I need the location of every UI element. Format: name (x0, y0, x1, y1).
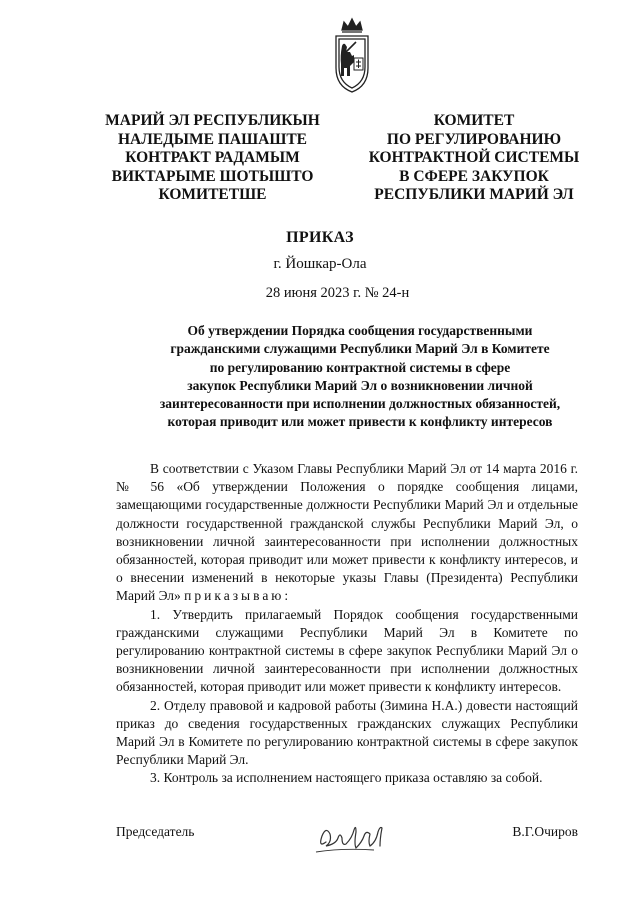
signatory-name: В.Г.Очиров (512, 824, 578, 839)
document-date-number: 28 июня 2023 г. № 24-н (265, 285, 410, 301)
ministry-name-mari (90, 112, 335, 205)
order-word: приказываю: (184, 588, 292, 604)
signature-block (116, 818, 578, 858)
subject-line: заинтересованности при исполнении должностных обязанностей, (159, 396, 561, 412)
handwritten-signature (312, 818, 402, 856)
preamble-paragraph (116, 460, 578, 606)
order-item: 1. Утвердить прилагаемый Порядок сообщения государственными гражданскими служащими Республики Марий Эл в Комитете по регулированию контрактной системы в сфере закупок Республики Марий Эл о возникновении личной заинтересованности при исполнении должностных обязанностей, которая приводит или может привести к конфликту интересов. (116, 606, 578, 695)
header-right-line: РЕСПУБЛИКИ МАРИЙ ЭЛ (374, 186, 574, 204)
header-right-line: КОНТРАКТНОЙ СИСТЕМЫ (368, 149, 580, 167)
header-left-line: КОМИТЕТШЕ (158, 186, 267, 204)
preamble-text: В соответствии с Указом Главы Республики Марий Эл от 14 марта 2016 г. № 56 «Об утверждении Положения о порядке сообщения лицами, замещающими государственные должности Республики Марий Эл и отдельные должности государственной гражданской службы Республики Марий Эл, о возникновении личной заинтересованности при исполнении должностных обязанностей, которая приводит или может привести к конфликту интересов, и о внесении изменений в некоторые указы Главы (Президента) Республики Марий Эл» (116, 461, 578, 604)
header-left-line: ВИКТАРЫМЕ ШОТЫШТО (111, 167, 314, 185)
subject-line: закупок Республики Марий Эл о возникновении личной (187, 377, 533, 393)
header-left-line: КОНТРАКТ РАДАМЫМ (125, 149, 300, 167)
ministry-name-russian (355, 112, 593, 205)
subject-line: гражданскими служащими Республики Марий Эл в Комитете (170, 341, 550, 357)
header-right-line: ПО РЕГУЛИРОВАНИЮ (386, 130, 562, 148)
subject-line: Об утверждении Порядка сообщения государственными (187, 323, 533, 338)
coat-of-arms-icon (330, 16, 374, 94)
subject-line: по регулированию контрактной системы в сфере (209, 359, 511, 375)
header-right-line: КОМИТЕТ (433, 112, 515, 129)
document-title: ПРИКАЗ (286, 229, 354, 246)
order-item: 3. Контроль за исполнением настоящего приказа оставляю за собой. (150, 770, 543, 786)
document-body (116, 460, 578, 788)
header-left-line: НАЛЕДЫМЕ ПАШАШТЕ (117, 130, 308, 148)
document-subject (140, 322, 580, 432)
header-left-line: МАРИЙ ЭЛ РЕСПУБЛИКЫН (105, 112, 320, 129)
order-item: 2. Отделу правовой и кадровой работы (Зимина Н.А.) довести настоящий приказ до сведения государственных гражданских служащих Республики Марий Эл в Комитете по регулированию контрактной системы в сфере закупок Республики Марий Эл. (116, 697, 578, 768)
subject-line: которая приводит или может привести к конфликту интересов (167, 414, 553, 430)
header-right-line: В СФЕРЕ ЗАКУПОК (399, 167, 549, 185)
signatory-role: Председатель (116, 824, 195, 839)
document-city: г. Йошкар-Ола (273, 256, 367, 272)
